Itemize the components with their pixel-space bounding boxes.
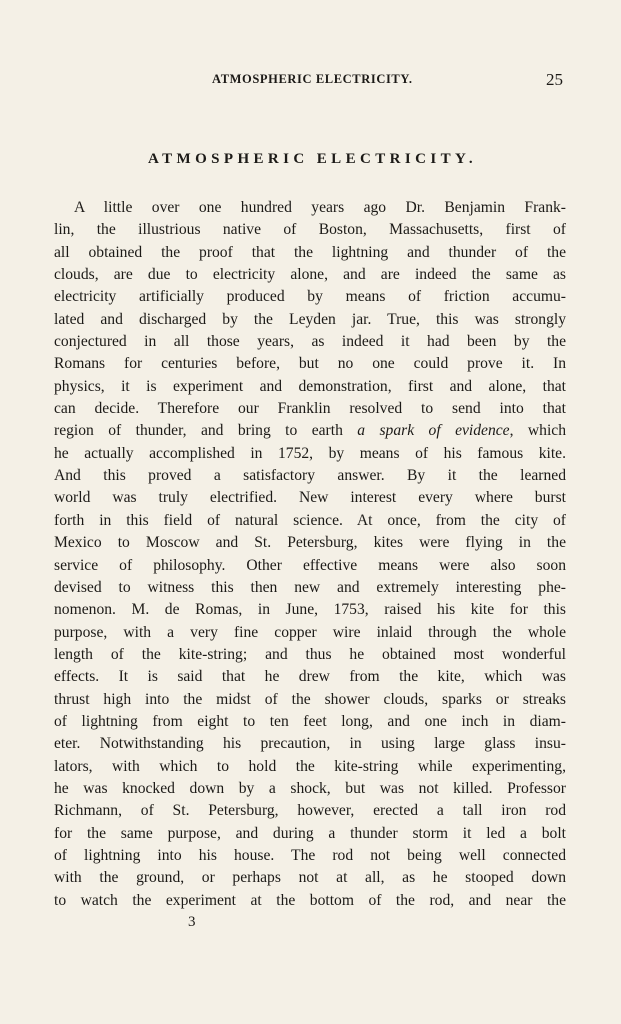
signature-mark: 3 bbox=[188, 914, 196, 930]
text-line: of lightning into his house. The rod not being well connected bbox=[54, 846, 566, 864]
text-line: nomenon. M. de Romas, in June, 1753, raised his kite for this bbox=[54, 601, 566, 619]
running-head: ATMOSPHERIC ELECTRICITY. bbox=[212, 72, 413, 86]
text-line: electricity artificially produced by means of friction accumu- bbox=[54, 288, 566, 306]
body-paragraph bbox=[54, 197, 566, 912]
text-line: lin, the illustrious native of Boston, Massachusetts, first of bbox=[54, 221, 566, 239]
text-line: thrust high into the midst of the shower clouds, sparks or streaks bbox=[54, 690, 566, 708]
text-line: he actually accomplished in 1752, by means of his famous kite. bbox=[54, 444, 566, 462]
text-line: with the ground, or perhaps not at all, as he stooped down bbox=[54, 869, 566, 887]
text-line: devised to witness this then new and extremely interesting phe- bbox=[54, 578, 566, 596]
chapter-title: ATMOSPHERIC ELECTRICITY. bbox=[148, 151, 477, 167]
text-line: Romans for centuries before, but no one could prove it. In bbox=[54, 355, 566, 373]
text-line: effects. It is said that he drew from the kite, which was bbox=[54, 668, 566, 686]
text-line: physics, it is experiment and demonstration, first and alone, that bbox=[54, 377, 566, 395]
text-line: lated and discharged by the Leyden jar. True, this was strongly bbox=[54, 310, 566, 328]
text-line: Mexico to Moscow and St. Petersburg, kites were flying in the bbox=[54, 534, 566, 552]
text-line: service of philosophy. Other effective means were also soon bbox=[54, 556, 566, 574]
text-line: forth in this field of natural science. At once, from the city of bbox=[54, 511, 566, 529]
text-line: conjectured in all those years, as indeed it had been by the bbox=[54, 333, 566, 351]
text-line: world was truly electrified. New interest every where burst bbox=[54, 489, 566, 507]
text-line: to watch the experiment at the bottom of the rod, and near the bbox=[54, 891, 566, 909]
text-line: eter. Notwithstanding his precaution, in using large glass insu- bbox=[54, 735, 566, 753]
text-line: region of thunder, and bring to earth a spark of evidence, which bbox=[54, 422, 567, 440]
text-line: of lightning from eight to ten feet long, and one inch in diam- bbox=[54, 712, 566, 730]
text-line: Richmann, of St. Petersburg, however, erected a tall iron rod bbox=[54, 802, 566, 820]
page-number: 25 bbox=[546, 70, 563, 89]
text-line: And this proved a satisfactory answer. By it the learned bbox=[54, 467, 566, 485]
text-line: all obtained the proof that the lightning and thunder of the bbox=[54, 243, 566, 261]
text-line: can decide. Therefore our Franklin resolved to send into that bbox=[54, 400, 566, 418]
text-line: he was knocked down by a shock, but was not killed. Professor bbox=[54, 779, 566, 797]
text-line: clouds, are due to electricity alone, and are indeed the same as bbox=[54, 266, 566, 284]
text-line: A little over one hundred years ago Dr. Benjamin Frank- bbox=[74, 199, 566, 216]
text-line: purpose, with a very fine copper wire inlaid through the whole bbox=[54, 623, 566, 641]
text-line: lators, with which to hold the kite-string while experimenting, bbox=[54, 757, 566, 775]
emphasis-text: a spark of evidence bbox=[357, 422, 510, 440]
text-line: length of the kite-string; and thus he obtained most wonderful bbox=[54, 645, 566, 663]
text-line: for the same purpose, and during a thunder storm it led a bolt bbox=[54, 824, 566, 842]
